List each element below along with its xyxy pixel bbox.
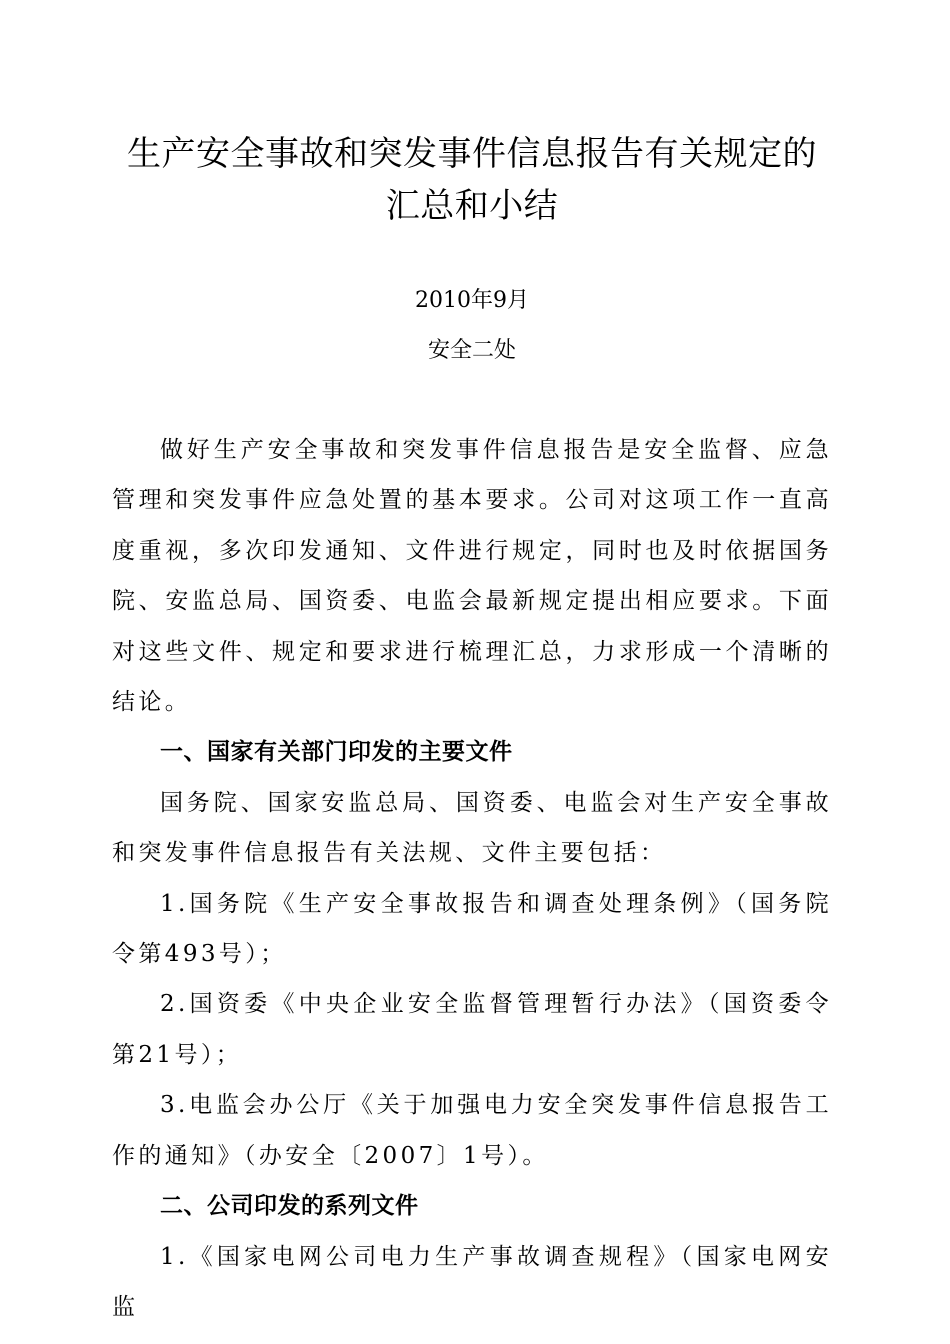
section-2-item-1: 1.《国家电网公司电力生产事故调查规程》（国家电网安监 xyxy=(112,1243,832,1320)
intro-paragraph: 做好生产安全事故和突发事件信息报告是安全监督、应急管理和突发事件应急处置的基本要求。公司对这项工作一直高度重视，多次印发通知、文件进行规定，同时也及时依据国务院、安监总局、国资委、电监会最新规定提出相应要求。下面对这些文件、规定和要求进行梳理汇总，力求形成一个清晰的结论。 xyxy=(112,437,832,716)
section-1-heading: 一、国家有关部门印发的主要文件 xyxy=(160,739,513,766)
document-date: 2010年9月 xyxy=(415,288,529,313)
section-1-lead: 国务院、国家安监总局、国资委、电监会对生产安全事故和突发事件信息报告有关法规、文件主要包括： xyxy=(112,789,832,867)
title-line-2: 汇总和小结 xyxy=(385,186,559,226)
section-1-item-2: 2.国资委《中央企业安全监督管理暂行办法》（国资委令第21号）； xyxy=(112,991,832,1068)
title-line-1: 生产安全事故和突发事件信息报告有关规定的 xyxy=(127,134,817,174)
section-1-item-1: 1.国务院《生产安全事故报告和调查处理条例》（国务院令第493号）； xyxy=(112,890,832,968)
document-title xyxy=(112,128,832,232)
document-body xyxy=(112,425,832,1332)
document-department: 安全二处 xyxy=(427,338,516,363)
section-2-heading: 二、公司印发的系列文件 xyxy=(160,1193,419,1220)
section-1-item-3: 3.电监会办公厅《关于加强电力安全突发事件信息报告工作的通知》（办安全〔2007〕1号）。 xyxy=(112,1092,832,1169)
